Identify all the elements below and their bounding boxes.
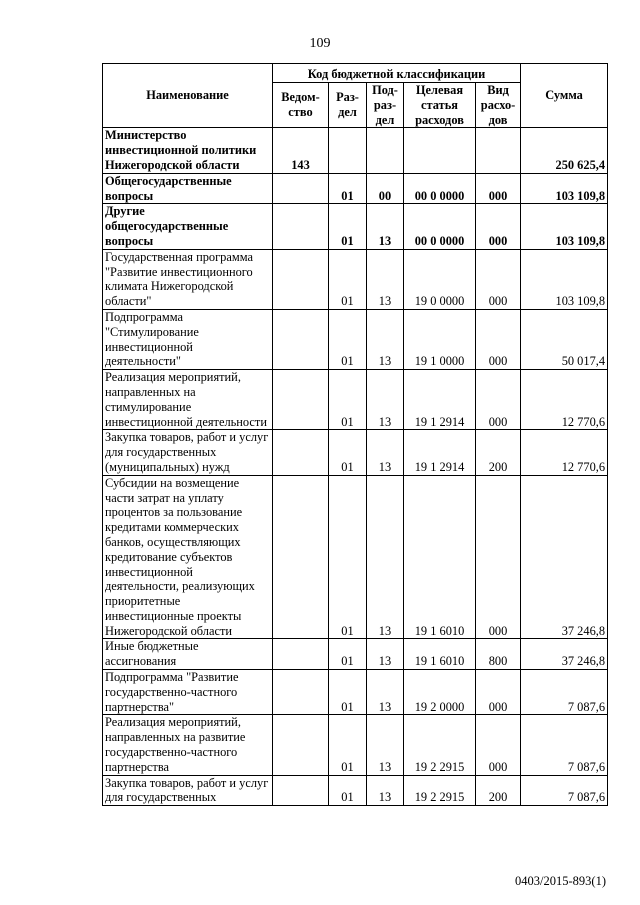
cell-subsection: 13 bbox=[367, 430, 404, 475]
cell-sum: 7 087,6 bbox=[521, 715, 608, 775]
cell-ministry bbox=[273, 639, 329, 670]
table-row bbox=[103, 128, 608, 173]
table-row bbox=[103, 475, 608, 639]
cell-name: Закупка товаров, работ и услуг для государственных (муниципальных) нужд bbox=[103, 430, 273, 475]
table-row bbox=[103, 715, 608, 775]
cell-target-article: 19 1 0000 bbox=[404, 309, 476, 369]
cell-section: 01 bbox=[329, 249, 367, 309]
cell-subsection: 13 bbox=[367, 670, 404, 715]
table-row bbox=[103, 639, 608, 670]
cell-target-article: 19 1 2914 bbox=[404, 370, 476, 430]
cell-name: Подпрограмма "Развитие государственно-частного партнерства" bbox=[103, 670, 273, 715]
cell-target-article: 19 2 0000 bbox=[404, 670, 476, 715]
header-target-article: Целевая статья расходов bbox=[404, 83, 476, 128]
cell-ministry bbox=[273, 173, 329, 204]
cell-target-article: 19 2 2915 bbox=[404, 715, 476, 775]
cell-ministry bbox=[273, 715, 329, 775]
cell-ministry bbox=[273, 370, 329, 430]
cell-expense-type: 000 bbox=[476, 715, 521, 775]
cell-subsection: 13 bbox=[367, 249, 404, 309]
cell-expense-type: 000 bbox=[476, 670, 521, 715]
cell-expense-type: 000 bbox=[476, 309, 521, 369]
cell-target-article: 00 0 0000 bbox=[404, 204, 476, 249]
cell-section: 01 bbox=[329, 309, 367, 369]
cell-subsection: 13 bbox=[367, 639, 404, 670]
cell-name: Реализация мероприятий, направленных на стимулирование инвестиционной деятельности bbox=[103, 370, 273, 430]
cell-name: Закупка товаров, работ и услуг для государственных bbox=[103, 775, 273, 806]
cell-subsection: 13 bbox=[367, 370, 404, 430]
cell-section: 01 bbox=[329, 670, 367, 715]
cell-sum: 50 017,4 bbox=[521, 309, 608, 369]
cell-subsection: 00 bbox=[367, 173, 404, 204]
header-sum: Сумма bbox=[521, 64, 608, 128]
cell-sum: 250 625,4 bbox=[521, 128, 608, 173]
table-row bbox=[103, 173, 608, 204]
budget-table bbox=[102, 63, 608, 806]
header-ministry: Ведом-ство bbox=[273, 83, 329, 128]
header-subsection: Под-раз-дел bbox=[367, 83, 404, 128]
cell-target-article: 19 1 2914 bbox=[404, 430, 476, 475]
cell-target-article: 19 1 6010 bbox=[404, 475, 476, 639]
cell-name: Другие общегосударственные вопросы bbox=[103, 204, 273, 249]
cell-sum: 7 087,6 bbox=[521, 775, 608, 806]
cell-section: 01 bbox=[329, 475, 367, 639]
cell-name: Субсидии на возмещение части затрат на уплату процентов за пользование кредитами коммерческих банков, осуществляющих кредитование субъектов инвестиционной деятельности, реализующих приоритетные инвестиционные проекты Нижегородской области bbox=[103, 475, 273, 639]
cell-subsection: 13 bbox=[367, 715, 404, 775]
cell-expense-type: 200 bbox=[476, 430, 521, 475]
cell-name: Общегосударственные вопросы bbox=[103, 173, 273, 204]
table-row bbox=[103, 249, 608, 309]
cell-subsection: 13 bbox=[367, 475, 404, 639]
cell-sum: 37 246,8 bbox=[521, 475, 608, 639]
cell-section: 01 bbox=[329, 715, 367, 775]
cell-name: Подпрограмма "Стимулирование инвестиционной деятельности" bbox=[103, 309, 273, 369]
cell-section: 01 bbox=[329, 173, 367, 204]
header-classification-group: Код бюджетной классификации bbox=[273, 64, 521, 83]
cell-section: 01 bbox=[329, 430, 367, 475]
table-row bbox=[103, 309, 608, 369]
cell-expense-type: 800 bbox=[476, 639, 521, 670]
cell-section bbox=[329, 128, 367, 173]
cell-sum: 37 246,8 bbox=[521, 639, 608, 670]
cell-ministry bbox=[273, 430, 329, 475]
cell-expense-type bbox=[476, 128, 521, 173]
cell-ministry bbox=[273, 775, 329, 806]
cell-ministry: 143 bbox=[273, 128, 329, 173]
cell-ministry bbox=[273, 475, 329, 639]
cell-section: 01 bbox=[329, 204, 367, 249]
document-code: 0403/2015-893(1) bbox=[515, 874, 606, 888]
header-section: Раз-дел bbox=[329, 83, 367, 128]
cell-expense-type: 200 bbox=[476, 775, 521, 806]
table-row bbox=[103, 430, 608, 475]
cell-ministry bbox=[273, 249, 329, 309]
cell-name: Государственная программа "Развитие инвестиционного климата Нижегородской области" bbox=[103, 249, 273, 309]
cell-expense-type: 000 bbox=[476, 204, 521, 249]
cell-ministry bbox=[273, 670, 329, 715]
cell-target-article: 19 2 2915 bbox=[404, 775, 476, 806]
table-row bbox=[103, 370, 608, 430]
cell-sum: 7 087,6 bbox=[521, 670, 608, 715]
cell-subsection: 13 bbox=[367, 204, 404, 249]
cell-expense-type: 000 bbox=[476, 173, 521, 204]
cell-target-article: 19 1 6010 bbox=[404, 639, 476, 670]
table-row bbox=[103, 204, 608, 249]
cell-name: Реализация мероприятий, направленных на развитие государственно-частного партнерства bbox=[103, 715, 273, 775]
cell-target-article: 00 0 0000 bbox=[404, 173, 476, 204]
page-number: 109 bbox=[309, 36, 331, 51]
cell-expense-type: 000 bbox=[476, 370, 521, 430]
cell-section: 01 bbox=[329, 775, 367, 806]
cell-expense-type: 000 bbox=[476, 249, 521, 309]
cell-subsection: 13 bbox=[367, 309, 404, 369]
cell-section: 01 bbox=[329, 370, 367, 430]
header-expense-type: Вид расхо-дов bbox=[476, 83, 521, 128]
cell-sum: 12 770,6 bbox=[521, 370, 608, 430]
table-row bbox=[103, 670, 608, 715]
cell-target-article: 19 0 0000 bbox=[404, 249, 476, 309]
cell-sum: 103 109,8 bbox=[521, 204, 608, 249]
cell-name: Иные бюджетные ассигнования bbox=[103, 639, 273, 670]
table-row bbox=[103, 775, 608, 806]
cell-name: Министерство инвестиционной политики Нижегородской области bbox=[103, 128, 273, 173]
cell-ministry bbox=[273, 204, 329, 249]
cell-sum: 103 109,8 bbox=[521, 173, 608, 204]
cell-ministry bbox=[273, 309, 329, 369]
cell-sum: 12 770,6 bbox=[521, 430, 608, 475]
cell-target-article bbox=[404, 128, 476, 173]
table-body bbox=[103, 128, 608, 806]
cell-section: 01 bbox=[329, 639, 367, 670]
header-name: Наименование bbox=[103, 64, 273, 128]
cell-subsection: 13 bbox=[367, 775, 404, 806]
cell-subsection bbox=[367, 128, 404, 173]
cell-expense-type: 000 bbox=[476, 475, 521, 639]
cell-sum: 103 109,8 bbox=[521, 249, 608, 309]
